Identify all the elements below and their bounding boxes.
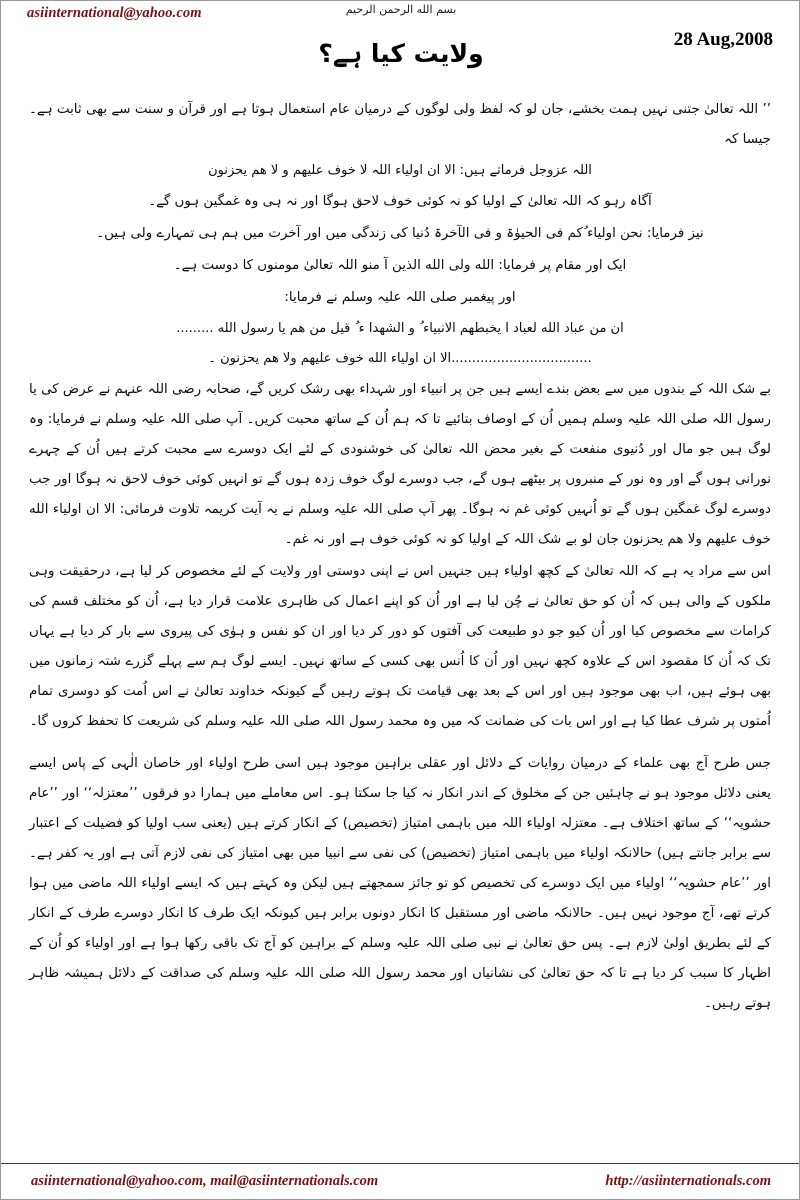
paragraph-quran-translation: آگاہ رہو کہ اللہ تعالیٰ کے اولیا کو نہ کوئی خوف لاحق ہوگا اور نہ ہی وہ غمگین ہوں گے۔ (148, 194, 652, 209)
footer-email[interactable]: asiinternational@yahoo.com, mail@asiinternationals.com (31, 1173, 379, 1189)
header-date: 28 Aug,2008 (673, 29, 773, 50)
paragraph-quran-intro: اللہ عزوجل فرماتے ہیں: الا ان اولیاء اللہ لا خوف علیهم و لا هم یحزنون (208, 163, 592, 178)
paragraph-intro: ’’ اللہ تعالیٰ جتنی نہیں ہمت بخشے، جان لو کہ لفظ ولی لوگوں کے درمیان عام استعمال ہوتا ہے اور قرآن و سنت سے بھی ثابت ہے۔ جیسا کہ (29, 102, 771, 147)
paragraph-hadith-arabic-1: ان من عباد الله لعباد ا یخبطهم الانبیاء ُ و الشهدا ء ُ قیل من هم یا رسول الله ......... (176, 321, 624, 336)
header-bismillah: بسم الله الرحمن الرحيم (345, 3, 457, 16)
paragraph-quran-second: نیز فرمایا: نحن اولیاء ُکم فی الحیوٰۃ و فی الآخرۃ دُنیا کی زندگی میں اور آخرت میں ہم ہی تمہارے ولی ہیں۔ (96, 226, 704, 241)
document-body (1, 95, 800, 1155)
footer-website-link[interactable]: http://asiinternationals.com (605, 1173, 771, 1189)
paragraph-hadith-arabic-2: ..................................الا ان اولیاء الله خوف علیهم ولا هم یحزنون ۔ (208, 351, 592, 366)
page-header (1, 1, 800, 50)
page-title: ولایت کیا ہے؟ (318, 39, 484, 68)
header-email: asiinternational@yahoo.com (27, 5, 202, 21)
paragraph-spacer (29, 739, 771, 749)
paragraph-scholars-debate: جس طرح آج بھی علماء کے درمیان روایات کے دلائل اور عقلی براہین موجود ہیں اسی طرح اولیاء اور خاصان الٰہی کے پاس ایسے یعنی دلائل موجود ہو نے چاہئیں جن کے مخلوق کے اندر انکار نہ کیا جا سکتا ہو۔ اس معاملے میں ہمارا دو فرقوں ’’معتزلہ‘‘ اور ’’عام حشویہ‘‘ کے ساتھ اختلاف ہے۔ معتزلہ اولیاء اللہ میں باہمی امتیاز (تخصیص) کے انکار کرتے ہیں (یعنی سب اولیا کو فضیلت کے اعتبار سے برابر جانتے ہیں) حالانکہ اولیاء میں باہمی امتیاز (تخصیص) کی نفی سے انبیا میں بھی امتیاز کی نفی لازم آتی ہے اور یہ کفر ہے۔ اور ’’عام حشویہ‘‘ اولیاء میں ایک دوسرے کی تخصیص کو تو جائز سمجھتے ہیں لیکن وہ کہتے ہیں کہ ایسے اولیاء اللہ ماضی میں ہوا کرتے تھے، آج موجود نہیں ہیں۔ حالانکہ ماضی اور مستقبل کا انکار دونوں برابر ہیں کیونکہ ایک طرف کا انکار دوسرے طرف کے انکار کے لئے بطریق اولیٰ لازم ہے۔ پس حق تعالیٰ نے نبی صلی اللہ علیہ وسلم کے براہین کو آج تک باقی رکھا ہوا ہے اور اولیاء کو اُن کے اظہار کا سبب کر دیا ہے تا کہ حق تعالیٰ کی نشانیاں اور محمد رسول اللہ صلی اللہ علیہ وسلم کی صداقت کے دلائل ہمیشہ ظاہر ہوتے رہیں۔ (29, 756, 771, 1011)
paragraph-wilayat-meaning: اس سے مراد یہ ہے کہ اللہ تعالیٰ کے کچھ اولیاء ہیں جنہیں اس نے اپنی دوستی اور ولایت کے لئے مخصوص کر لیا ہے، درحقیقت وہی ملکوں کے والی ہیں کہ اُن کو حق تعالیٰ نے چُن لیا ہے اور اُن کو اپنے اعمال کی ظاہری علامت قرار دیا ہے، اُن کو مختلف قسم کی کرامات سے مخصوص کیا اور اُن کیو جو دو طبیعت کی آفتوں کو دور کر دیا اور ان کو نفس و ہوٰی کی پیروی سے بار کر دیا ہے یہاں تک کہ اُن کا مقصود اس کے علاوہ کچھ نہیں اور اُن کا اُنس بھی کسی کے ساتھ نہیں۔ ایسے لوگ ہم سے پہلے گزرے شتہ زمانوں میں بھی ہوئے ہیں، اب بھی موجود ہیں اور اس کے بعد بھی قیامت تک ہوتے رہیں گے کیونکہ خداوند تعالیٰ نے اس اُمت کو دوسری تمام اُمتوں پر شرف عطا کیا ہے اور اس بات کی ضمانت کہ میں وہ محمد رسول اللہ صلی اللہ علیہ وسلم کی شریعت کا تحفظ کروں گا۔ (29, 564, 771, 729)
paragraph-quran-third: ایک اور مقام پر فرمایا: الله ولی الله الذین آ منو اللہ تعالیٰ مومنوں کا دوست ہے۔ (173, 258, 627, 273)
paragraph-hadith-intro: اور پیغمبر صلی اللہ علیہ وسلم نے فرمایا: (284, 290, 516, 305)
paragraph-hadith-explanation: بے شک اللہ کے بندوں میں سے بعض بندے ایسے ہیں جن پر انبیاء اور شہداء بھی رشک کریں گے، صحابہ رضی اللہ عنہم نے عرض کی یا رسول اللہ صلی اللہ علیہ وسلم ہمیں اُن کے اوصاف بتائیے تا کہ ہم اُن کے ساتھ محبت کریں۔ آپ صلی اللہ علیہ وسلم نے فرمایا: وہ لوگ ہیں جو مال اور دُنیوی منفعت کے بغیر محض اللہ تعالیٰ کی خوشنودی کے لئے ایک دوسرے سے محبت کرتے ہیں اُن کے چہرے نورانی ہوں گے اور وہ نور کے منبروں پر بیٹھے ہوں گے، جب دوسرے لوگ خوف زدہ ہوں گے تو انہیں کوئی خوف لاحق نہ ہوگا اور جب دوسرے لوگ غمگین ہوں گے تو اُنہیں کوئی غم نہ ہوگا۔ پھر آپ صلی اللہ علیہ وسلم نے یہ آیت کریمہ تلاوت فرمائی: الا ان اولیاء الله خوف علیهم ولا هم یحزنون جان لو بے شک اللہ کے اولیا کو نہ کوئی خوف ہے اور نہ غم۔ (29, 382, 771, 547)
page-footer (1, 1163, 800, 1199)
